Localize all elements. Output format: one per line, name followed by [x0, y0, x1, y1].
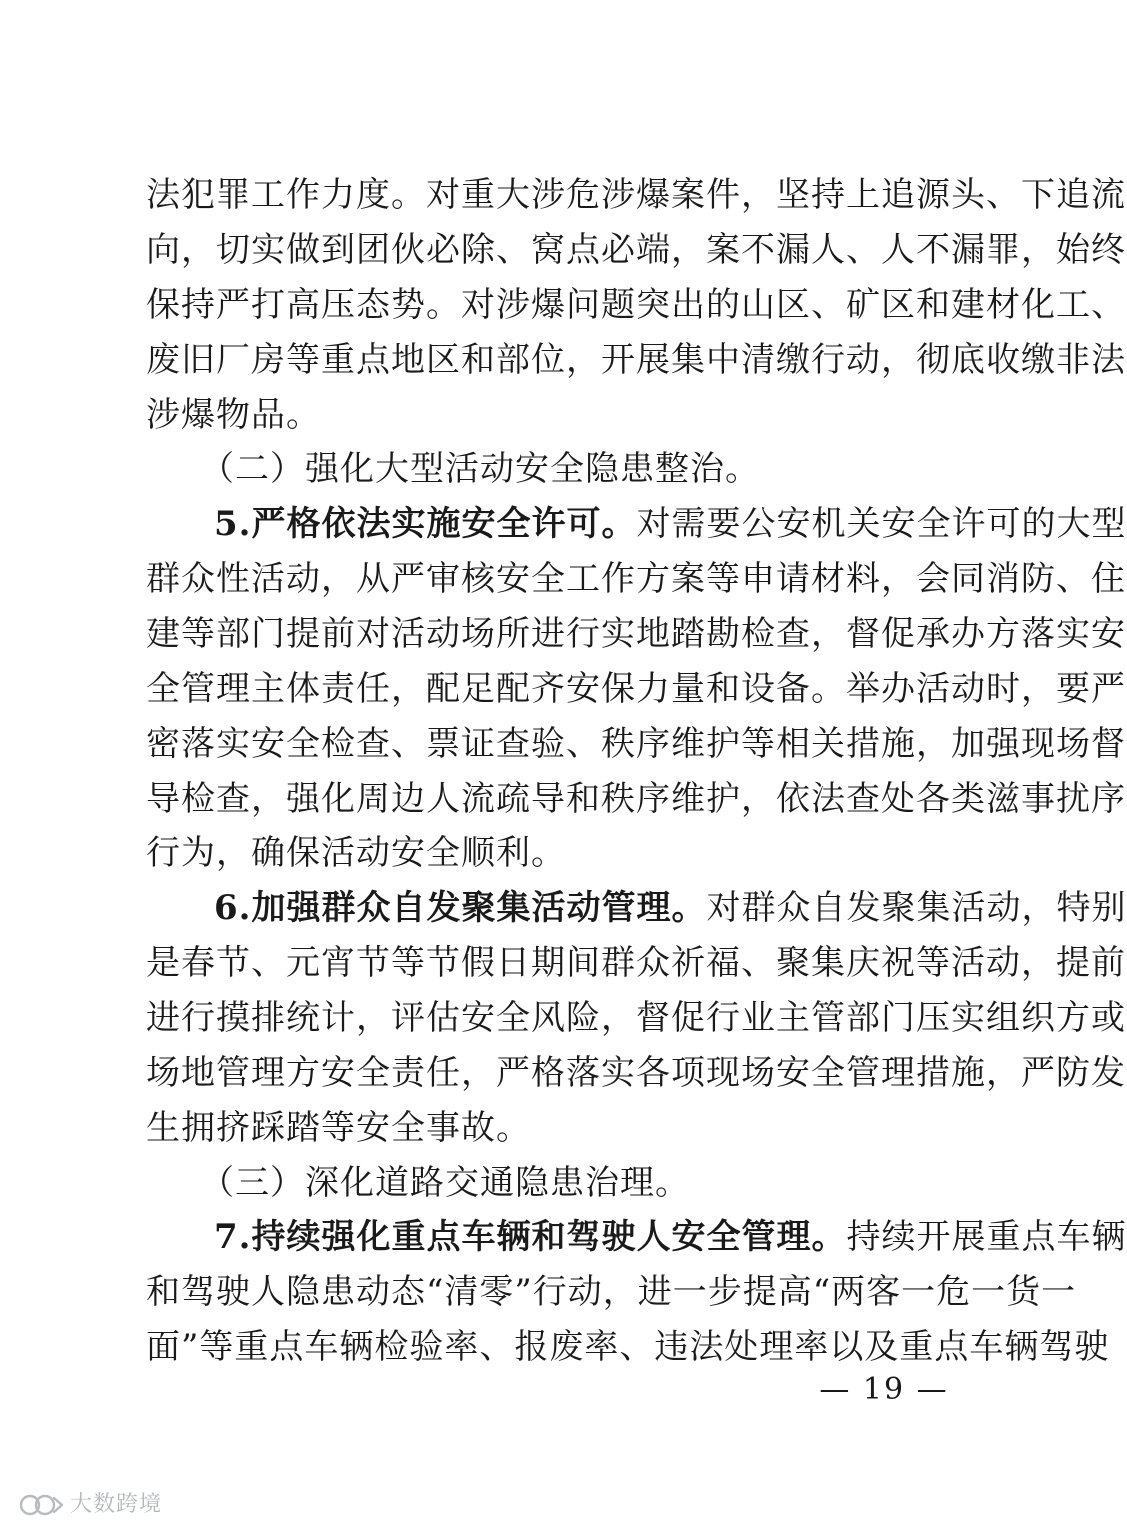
item-first-line — [214, 880, 1127, 936]
body-text-line: 和驾驶人隐患动态“清零”行动，进一步提高“两客一危一货一 — [146, 1272, 1077, 1312]
body-text-line: 面”等重点车辆检验率、报废率、违法处理率以及重点车辆驾驶 — [146, 1327, 1110, 1367]
brand-logo-icon — [18, 1492, 64, 1518]
body-text-line: 全管理主体责任，配足配齐安保力量和设备。举办活动时，要严 — [146, 669, 1126, 709]
body-text-line: 进行摸排统计，评估安全风险，督促行业主管部门压实组织方或 — [146, 998, 1126, 1038]
body-text-line: 场地管理方安全责任，严格落实各项现场安全管理措施，严防发 — [146, 1053, 1126, 1093]
body-text-line: 法犯罪工作力度。对重大涉危涉爆案件，坚持上追源头、下追流 — [146, 175, 1126, 215]
item-title: 7.持续强化重点车辆和驾驶人安全管理。 — [214, 1217, 847, 1257]
item-text: 持续开展重点车辆 — [846, 1217, 1127, 1257]
body-text-line: 废旧厂房等重点地区和部位，开展集中清缴行动，彻底收缴非法 — [146, 340, 1126, 380]
item-first-line — [214, 496, 1127, 552]
body-text-line: 是春节、元宵节等节假日期间群众祈福、聚集庆祝等活动，提前 — [146, 943, 1126, 983]
section-heading: （三）深化道路交通隐患治理。 — [200, 1163, 690, 1203]
body-text-line: 向，切实做到团伙必除、窝点必端，案不漏人、人不漏罪，始终 — [146, 230, 1126, 270]
section-heading: （二）强化大型活动安全隐患整治。 — [200, 449, 760, 489]
body-text-line: 密落实安全检查、票证查验、秩序维护等相关措施，加强现场督 — [146, 724, 1126, 764]
body-text-line: 行为，确保活动安全顺利。 — [146, 833, 566, 873]
item-text: 对需要公安机关安全许可的大型 — [636, 504, 1127, 544]
item-title: 6.加强群众自发聚集活动管理。 — [214, 888, 707, 928]
item-title: 5.严格依法实施安全许可。 — [214, 504, 637, 544]
item-first-line — [214, 1209, 1127, 1265]
body-text-line: 导检查，强化周边人流疏导和秩序维护，依法查处各类滋事扰序 — [146, 779, 1126, 819]
item-text: 对群众自发聚集活动，特别 — [706, 888, 1127, 928]
body-text-line: 群众性活动，从严审核安全工作方案等申请材料，会同消防、住 — [146, 559, 1126, 599]
body-text-line: 涉爆物品。 — [146, 395, 321, 435]
page-number: — 19 — — [819, 1372, 949, 1407]
watermark — [18, 1490, 162, 1520]
body-text-line: 生拥挤踩踏等安全事故。 — [146, 1108, 531, 1148]
body-text-line: 建等部门提前对活动场所进行实地踏勘检查，督促承办方落实安 — [146, 614, 1126, 654]
watermark-text: 大数跨境 — [70, 1492, 163, 1517]
body-text-line: 保持严打高压态势。对涉爆问题突出的山区、矿区和建材化工、 — [146, 285, 1126, 325]
